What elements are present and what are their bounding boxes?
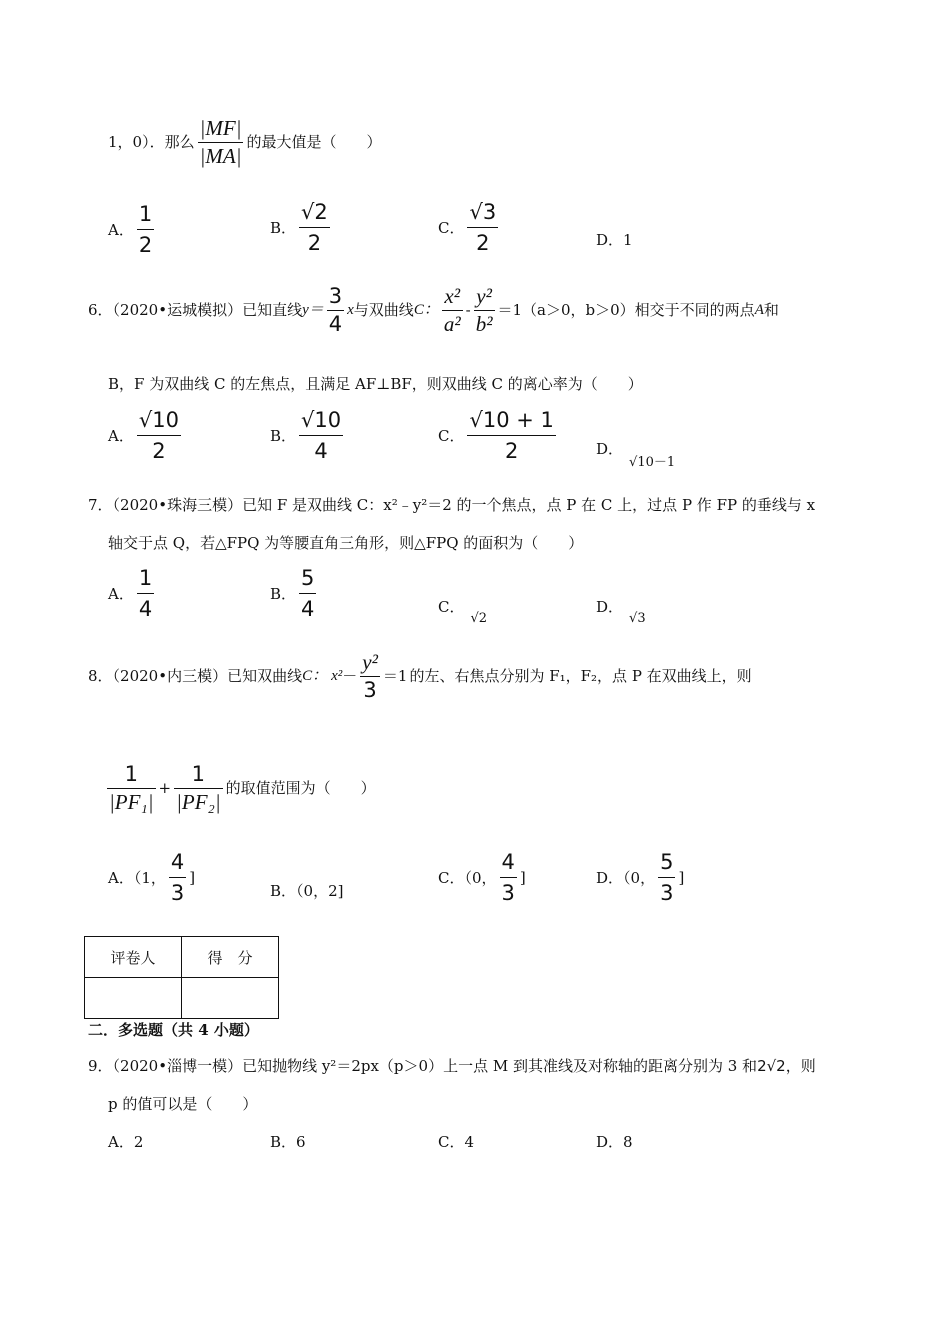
score-table (84, 936, 279, 1019)
q8-y-fraction: $\frac{\text{y²}}{3}$ (362, 650, 378, 702)
q9-root: 2√2 (757, 1057, 786, 1075)
q9-option-d[interactable]: D．8 (596, 1133, 633, 1151)
q6-slope-fraction: $\frac{3}{4}$ (328, 284, 343, 336)
q6-option-c[interactable]: C． $\frac{√10 + 1}{2}$ (438, 408, 554, 463)
q6-option-d[interactable]: D．√10－1 (596, 440, 676, 470)
q8-option-c[interactable]: C．（0， $\frac{4}{3}$ ] (438, 850, 526, 905)
q6-stem-line1: 6．（2020•运城模拟）已知直线y＝ $\frac{3}{4}$ x与双曲线C： $\frac{\text{x²}}{\text{a²}}$ - $\frac{\text{y²}}{\text{b²}}$ ＝1（a＞0，b＞0）相交于不同的两点A和 (88, 284, 779, 336)
q5-option-d[interactable]: D．1 (596, 231, 633, 249)
q7-option-a[interactable]: A． $\frac{1}{4}$ (108, 566, 153, 621)
q7-option-c[interactable]: C．√2 (438, 598, 488, 626)
q7-stem-line1: 7．（2020•珠海三模）已知 F 是双曲线 C：x²﹣y²＝2 的一个焦点，点 P 在 C 上，过点 P 作 FP 的垂线与 x (88, 496, 816, 514)
score-table-score-cell[interactable] (182, 978, 279, 1019)
q5-stem (108, 118, 381, 167)
q6-option-b[interactable]: B． $\frac{√10}{4}$ (270, 408, 342, 463)
q5-option-c[interactable]: C． $\frac{√3}{2}$ (438, 200, 497, 255)
q7-option-b[interactable]: B． $\frac{5}{4}$ (270, 566, 315, 621)
q5-lead: 1，0）．那么 (108, 133, 195, 151)
q5-option-a[interactable]: A． $\frac{1}{2}$ (108, 202, 153, 257)
q8-pf1-fraction: $\frac{1}{\text{|PF₁|}}$ (109, 762, 154, 814)
score-table-grader-cell[interactable] (85, 978, 182, 1019)
score-table-grader-header: 评卷人 (85, 937, 182, 978)
q9-option-b[interactable]: B．6 (270, 1133, 306, 1151)
q9-stem-line2: p 的值可以是（ ） (108, 1095, 258, 1113)
q6-option-a[interactable]: A． $\frac{√10}{2}$ (108, 408, 179, 463)
q8-option-b[interactable]: B．（0，2] (270, 882, 344, 900)
q5-fraction: $\frac{|MF|}{|MA|}$ (199, 116, 242, 168)
q8-option-a[interactable]: A．（1， $\frac{4}{3}$ ] (108, 850, 196, 905)
q7-option-d[interactable]: D．√3 (596, 598, 646, 626)
q6-y-fraction: $\frac{\text{y²}}{\text{b²}}$ (475, 284, 493, 336)
q8-option-d[interactable]: D．（0， $\frac{5}{3}$ ] (596, 850, 685, 905)
section-title: 二．多选题（共 4 小题） (88, 1021, 259, 1039)
q6-stem-line2: B，F 为双曲线 C 的左焦点，且满足 AF⊥BF，则双曲线 C 的离心率为（ ） (108, 375, 643, 393)
q9-option-a[interactable]: A．2 (108, 1133, 144, 1151)
q5-option-b[interactable]: B． $\frac{√2}{2}$ (270, 200, 328, 255)
q9-stem-line1: 9．（2020•淄博一模）已知抛物线 y²＝2px（p＞0）上一点 M 到其准线及对称轴的距离分别为 3 和2√2，则 (88, 1057, 816, 1075)
q7-stem-line2: 轴交于点 Q，若△FPQ 为等腰直角三角形，则△FPQ 的面积为（ ） (108, 534, 584, 552)
q8-stem-line2: $\frac{1}{\text{|PF₁|}}$ + $\frac{1}{\text{|PF₂|}}$ 的取值范围为（ ） (109, 762, 376, 814)
q9-option-c[interactable]: C．4 (438, 1133, 475, 1151)
q6-x-fraction: $\frac{\text{x²}}{\text{a²}}$ (443, 284, 461, 336)
q5-tail: 的最大值是（ ） (246, 133, 382, 151)
q8-stem-line1: 8．（2020•内三模）已知双曲线C： x²－ $\frac{\text{y²}}{3}$ ＝1 的左、右焦点分别为 F₁，F₂，点 P 在双曲线上，则 (88, 650, 752, 702)
score-table-score-header: 得 分 (182, 937, 279, 978)
q8-pf2-fraction: $\frac{1}{\text{|PF₂|}}$ (176, 762, 221, 814)
